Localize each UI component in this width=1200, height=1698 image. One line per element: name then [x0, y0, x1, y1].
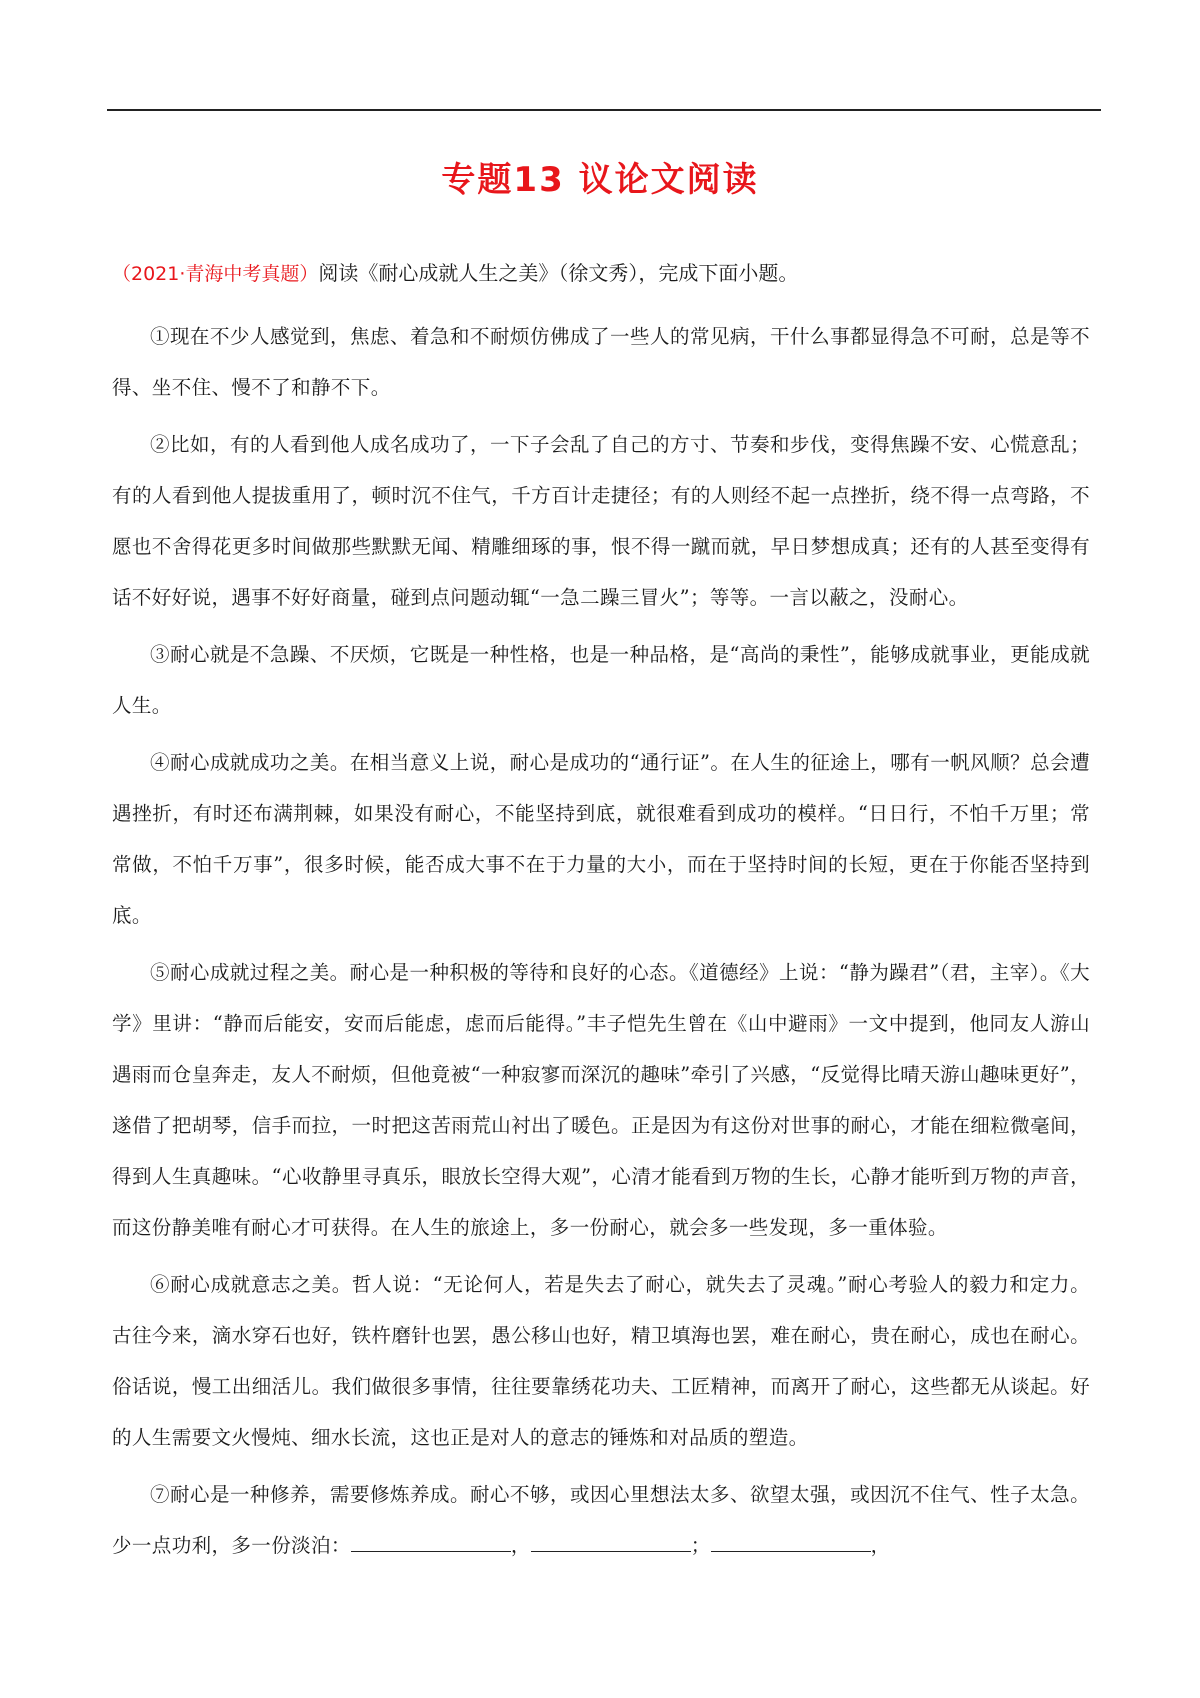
source-tag: （2021·青海中考真题） — [112, 263, 319, 285]
question-intro — [112, 258, 1090, 289]
paragraph-7 — [112, 1469, 1090, 1571]
paragraph-6: ⑥耐心成就意志之美。哲人说：“无论何人，若是失去了耐心，就失去了灵魂。”耐心考验人的毅力和定力。古往今来，滴水穿石也好，铁杵磨针也罢，愚公移山也好，精卫填海也罢，难在耐心，贵在耐心，成也在耐心。俗话说，慢工出细活儿。我们做很多事情，往往要靠绣花功夫、工匠精神，而离开了耐心，这些都无从谈起。好的人生需要文火慢炖、细水长流，这也正是对人的意志的锤炼和对品质的塑造。 — [112, 1273, 1090, 1449]
answer-blank-2[interactable] — [531, 1533, 691, 1552]
paragraph-4: ④耐心成就成功之美。在相当意义上说，耐心是成功的“通行证”。在人生的征途上，哪有一帆风顺？总会遭遇挫折，有时还布满荆棘，如果没有耐心，不能坚持到底，就很难看到成功的模样。“日日行，不怕千万里；常常做，不怕千万事”，很多时候，能否成大事不在于力量的大小，而在于坚持时间的长短，更在于你能否坚持到底。 — [112, 751, 1090, 927]
paragraph-7-text: ⑦耐心是一种修养，需要修炼养成。耐心不够，或因心里想法太多、欲望太强，或因沉不住气、性子太急。少一点功利，多一份淡泊： — [112, 1483, 1090, 1557]
blank-separator-3: ， — [870, 1534, 891, 1557]
paragraph-1: ①现在不少人感觉到，焦虑、着急和不耐烦仿佛成了一些人的常见病，干什么事都显得急不可耐，总是等不得、坐不住、慢不了和静不下。 — [112, 325, 1090, 399]
article-body — [112, 258, 1090, 1571]
page-title: 专题13 议论文阅读 — [441, 160, 759, 200]
instruction-text: 阅读《耐心成就人生之美》（徐文秀），完成下面小题。 — [318, 261, 799, 285]
paragraph-3: ③耐心就是不急躁、不厌烦，它既是一种性格，也是一种品格，是“高尚的秉性”，能够成就事业，更能成就人生。 — [112, 643, 1090, 717]
answer-blank-1[interactable] — [351, 1533, 511, 1552]
answer-blank-3[interactable] — [711, 1533, 871, 1552]
paragraph-2: ②比如，有的人看到他人成名成功了，一下子会乱了自己的方寸、节奏和步伐，变得焦躁不安、心慌意乱；有的人看到他人提拔重用了，顿时沉不住气，千方百计走捷径；有的人则经不起一点挫折，绕不得一点弯路，不愿也不舍得花更多时间做那些默默无闻、精雕细琢的事，恨不得一蹴而就，早日梦想成真；还有的人甚至变得有话不好好说，遇事不好好商量，碰到点问题动辄“一急二躁三冒火”；等等。一言以蔽之，没耐心。 — [112, 433, 1090, 609]
blank-separator-1: ， — [510, 1534, 531, 1557]
paragraph-5: ⑤耐心成就过程之美。耐心是一种积极的等待和良好的心态。《道德经》上说：“静为躁君”（君，主宰）。《大学》里讲：“静而后能安，安而后能虑，虑而后能得。”丰子恺先生曾在《山中避雨》一文中提到，他同友人游山遇雨而仓皇奔走，友人不耐烦，但他竟被“一种寂寥而深沉的趣味”牵引了兴感，“反觉得比晴天游山趣味更好”，遂借了把胡琴，信手而拉，一时把这苦雨荒山衬出了暖色。正是因为有这份对世事的耐心，才能在细粒微毫间，得到人生真趣味。“心收静里寻真乐，眼放长空得大观”，心清才能看到万物的生长，心静才能听到万物的声音，而这份静美唯有耐心才可获得。在人生的旅途上，多一份耐心，就会多一些发现，多一重体验。 — [112, 961, 1090, 1239]
blank-separator-2: ； — [690, 1534, 711, 1557]
header-rule — [107, 109, 1101, 111]
